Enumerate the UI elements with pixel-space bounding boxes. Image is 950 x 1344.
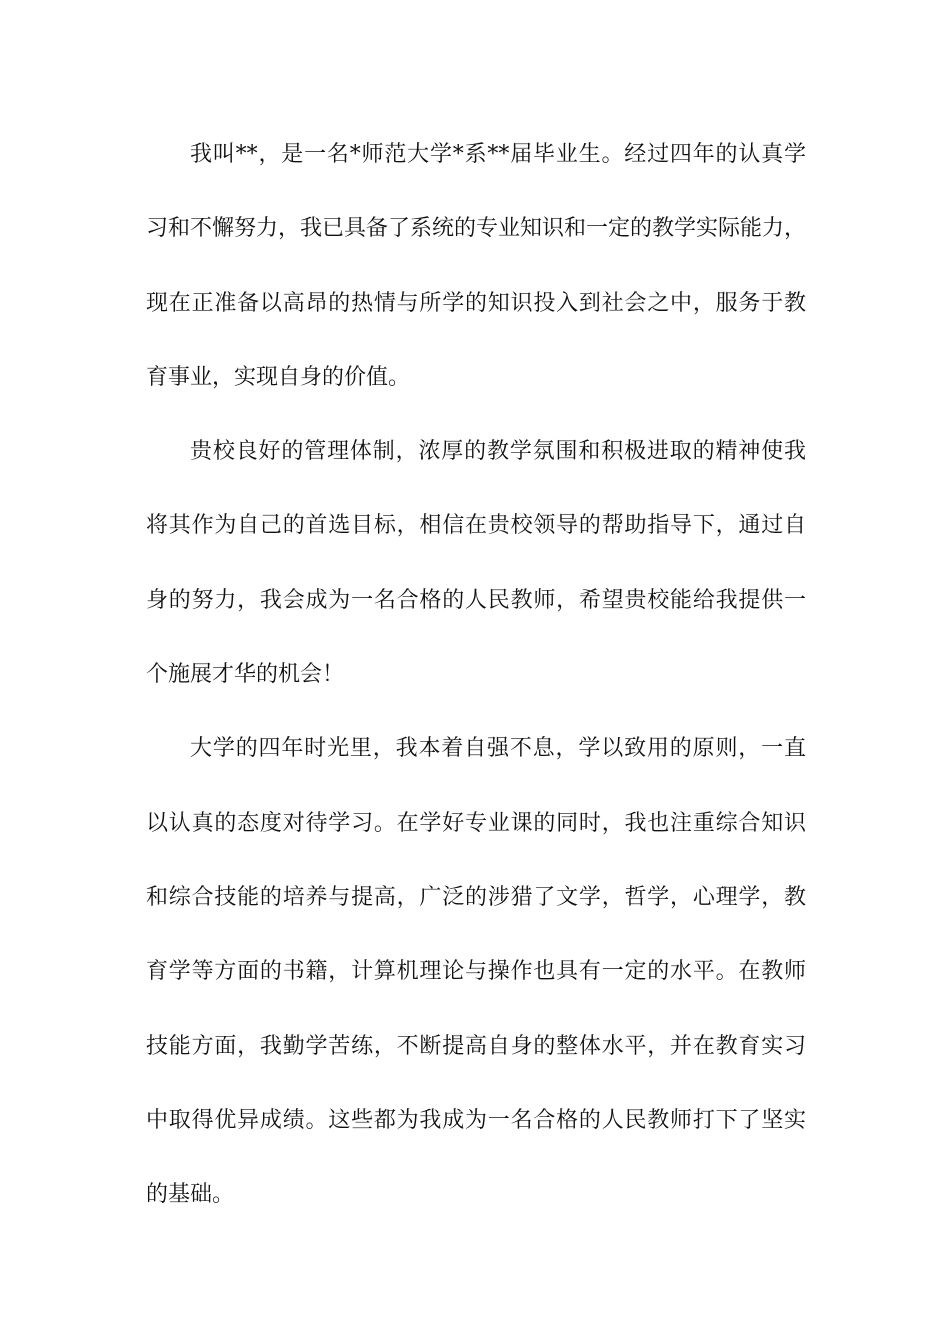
paragraph-line: 贵校良好的管理体制，浓厚的教学氛围和积极进取的精神使我 [190, 439, 806, 465]
letter-body [146, 118, 806, 1232]
paragraph-line: 我叫**，是一名*师范大学*系**届毕业生。经过四年的认真学 [190, 142, 806, 167]
paragraph-line: 个施展才华的机会！ [146, 662, 345, 688]
paragraph-line: 技能方面，我勤学苦练，不断提高自身的整体水平，并在教育实习 [146, 1033, 806, 1059]
paragraph-line: 以认真的态度对待学习。在学好专业课的同时，我也注重综合知识 [146, 810, 806, 836]
paragraph [146, 415, 806, 712]
paragraph-line: 中取得优异成绩。这些都为我成为一名合格的人民教师打下了坚实 [146, 1107, 806, 1133]
paragraph-line: 现在正准备以高昂的热情与所学的知识投入到社会之中，服务于教 [146, 290, 806, 316]
paragraph-line: 将其作为自己的首选目标，相信在贵校领导的帮助指导下，通过自 [146, 513, 806, 539]
paragraph [146, 712, 806, 1232]
paragraph-line: 育事业，实现自身的价值。 [146, 364, 411, 390]
paragraph-line: 身的努力，我会成为一名合格的人民教师，希望贵校能给我提供一 [146, 587, 806, 613]
paragraph [146, 118, 806, 415]
paragraph-line: 和综合技能的培养与提高，广泛的涉猎了文学，哲学，心理学，教 [146, 884, 806, 910]
paragraph-line: 的基础。 [146, 1182, 235, 1208]
paragraph-line: 大学的四年时光里，我本着自强不息，学以致用的原则，一直 [190, 736, 806, 762]
paragraph-line: 习和不懈努力，我已具备了系统的专业知识和一定的教学实际能力， [146, 216, 807, 242]
paragraph-line: 育学等方面的书籍，计算机理论与操作也具有一定的水平。在教师 [146, 959, 806, 985]
